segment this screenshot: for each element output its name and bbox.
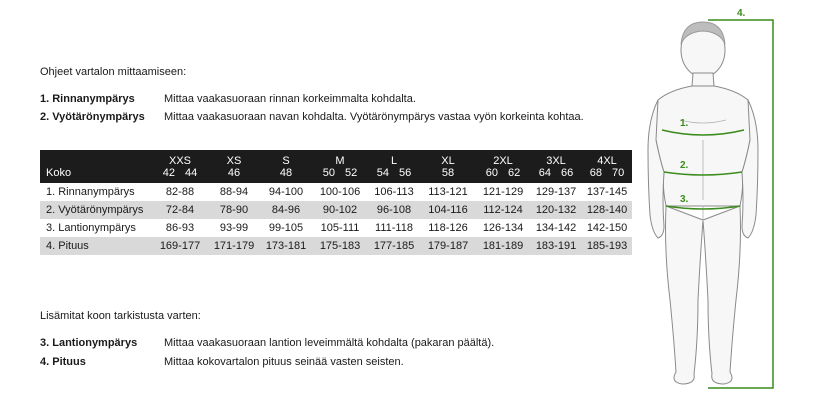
table-cell: 183-191 — [530, 237, 582, 255]
eu-size: 58 — [441, 167, 455, 179]
table-cell: 96-108 — [368, 201, 420, 219]
extra-title-height: 4. Pituus — [40, 356, 86, 368]
figure-label-chest: 1. — [680, 118, 689, 129]
size-name: 4XL — [582, 150, 632, 167]
table-cell: 112-124 — [476, 201, 530, 219]
table-cell: 177-185 — [368, 237, 420, 255]
extra-text-hip: Mittaa vaakasuoraan lantion leveimmältä kohdalta (pakaran päältä). — [164, 337, 495, 349]
table-cell: 105-111 — [312, 219, 368, 237]
table-cell: 104-116 — [420, 201, 476, 219]
table-row-chest — [40, 183, 632, 201]
instruction-title-chest: 1. Rinnanympärys — [40, 93, 135, 105]
size-name-row — [40, 150, 632, 167]
table-cell: 84-96 — [260, 201, 312, 219]
row-label: 2. Vyötärönympärys — [40, 201, 152, 219]
table-cell: 72-84 — [152, 201, 208, 219]
eu-size: 46 — [227, 167, 241, 179]
size-chart-table — [40, 150, 632, 255]
eu-size: 42 — [162, 167, 175, 179]
size-name: 3XL — [530, 150, 582, 167]
table-cell: 93-99 — [208, 219, 260, 237]
intro-text: Ohjeet vartalon mittaamiseen: — [40, 66, 187, 78]
size-name: L — [368, 150, 420, 167]
instruction-text-waist: Mittaa vaakasuoraan navan kohdalta. Vyötärönympärys vastaa vyön korkeinta kohtaa. — [164, 111, 584, 123]
size-name: S — [260, 150, 312, 167]
size-name: XL — [420, 150, 476, 167]
eu-size: 62 — [508, 167, 521, 179]
table-cell: 173-181 — [260, 237, 312, 255]
eu-size: 54 — [376, 167, 389, 179]
table-cell: 129-137 — [530, 183, 582, 201]
body-outline-illustration — [640, 0, 825, 407]
table-row-waist — [40, 201, 632, 219]
extra-title-hip: 3. Lantionympärys — [40, 337, 138, 349]
table-cell: 111-118 — [368, 219, 420, 237]
table-cell: 128-140 — [582, 201, 632, 219]
table-cell: 175-183 — [312, 237, 368, 255]
eu-size: 68 — [589, 167, 602, 179]
extra-intro-text: Lisämitat koon tarkistusta varten: — [40, 310, 201, 322]
size-name: 2XL — [476, 150, 530, 167]
table-row-height — [40, 237, 632, 255]
table-cell: 142-150 — [582, 219, 632, 237]
table-row-hip — [40, 219, 632, 237]
table-cell: 88-94 — [208, 183, 260, 201]
instruction-text-chest: Mittaa vaakasuoraan rinnan korkeimmalta kohdalta. — [164, 93, 416, 105]
size-name: M — [312, 150, 368, 167]
table-cell: 99-105 — [260, 219, 312, 237]
eu-size: 44 — [185, 167, 198, 179]
table-cell: 100-106 — [312, 183, 368, 201]
table-cell: 78-90 — [208, 201, 260, 219]
table-cell: 134-142 — [530, 219, 582, 237]
instruction-title-waist: 2. Vyötärönympärys — [40, 111, 145, 123]
table-cell: 126-134 — [476, 219, 530, 237]
figure-label-waist: 2. — [680, 160, 689, 171]
eu-size: 52 — [345, 167, 358, 179]
eu-size-row — [40, 167, 632, 183]
row-label: 3. Lantionympärys — [40, 219, 152, 237]
size-name: XXS — [152, 150, 208, 167]
table-cell: 86-93 — [152, 219, 208, 237]
table-cell: 121-129 — [476, 183, 530, 201]
table-cell: 118-126 — [420, 219, 476, 237]
eu-size: 66 — [561, 167, 574, 179]
table-cell: 179-187 — [420, 237, 476, 255]
table-cell: 82-88 — [152, 183, 208, 201]
eu-size: 50 — [322, 167, 335, 179]
table-cell: 185-193 — [582, 237, 632, 255]
table-cell: 94-100 — [260, 183, 312, 201]
figure-label-height: 4. — [737, 8, 746, 19]
eu-size: 60 — [485, 167, 498, 179]
table-cell: 106-113 — [368, 183, 420, 201]
table-cell: 137-145 — [582, 183, 632, 201]
table-cell: 120-132 — [530, 201, 582, 219]
eu-size: 70 — [612, 167, 625, 179]
row-label: 4. Pituus — [40, 237, 152, 255]
table-cell: 113-121 — [420, 183, 476, 201]
table-cell: 181-189 — [476, 237, 530, 255]
row-label: 1. Rinnanympärys — [40, 183, 152, 201]
eu-size: 48 — [279, 167, 293, 179]
eu-size: 64 — [538, 167, 551, 179]
table-cell: 169-177 — [152, 237, 208, 255]
koko-label: Koko — [40, 167, 152, 183]
size-name: XS — [208, 150, 260, 167]
extra-text-height: Mittaa kokovartalon pituus seinää vasten seisten. — [164, 356, 404, 368]
table-cell: 90-102 — [312, 201, 368, 219]
figure-label-hip: 3. — [680, 194, 689, 205]
eu-size: 56 — [399, 167, 412, 179]
table-cell: 171-179 — [208, 237, 260, 255]
body-measurement-figure — [640, 0, 825, 407]
